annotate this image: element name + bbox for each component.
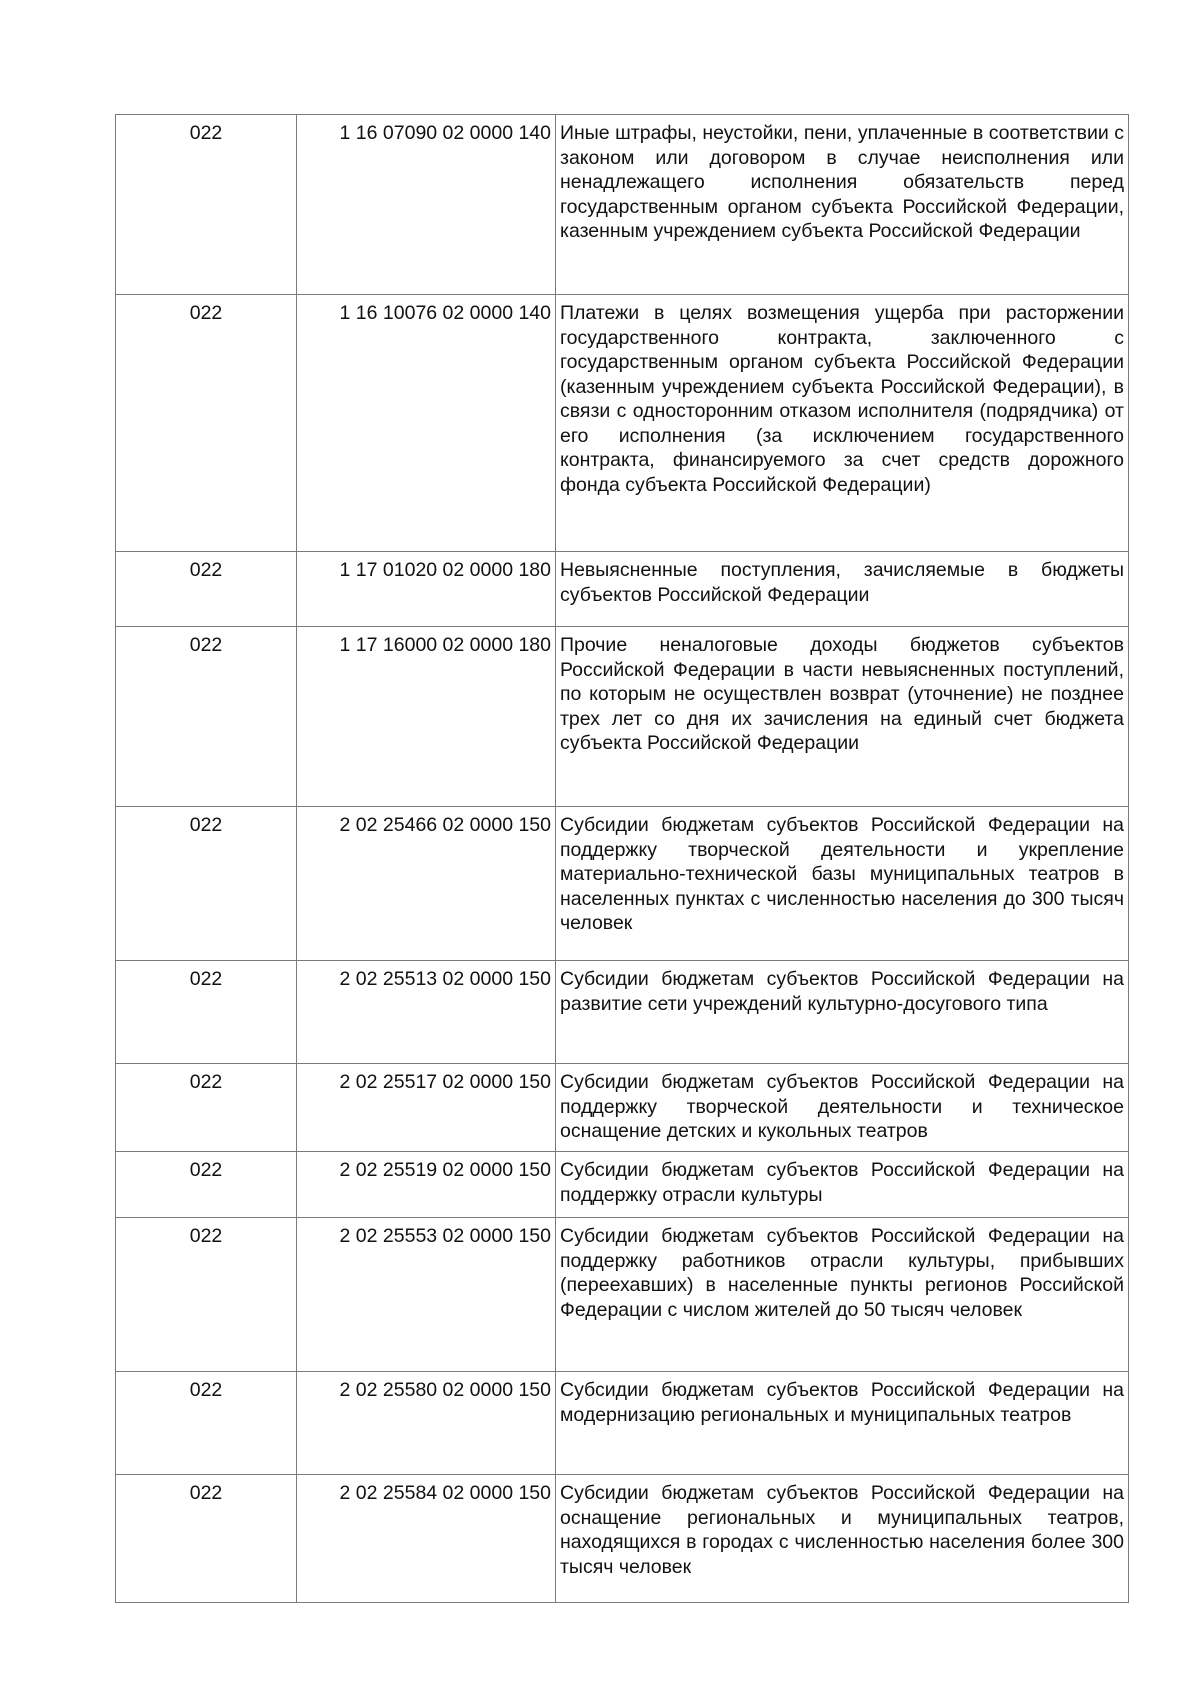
description-cell: Невыясненные поступления, зачисляемые в бюджеты субъектов Российской Федерации bbox=[556, 552, 1129, 627]
admin-code-cell: 022 bbox=[116, 1218, 297, 1372]
table-row bbox=[116, 115, 1129, 295]
admin-code-cell: 022 bbox=[116, 807, 297, 961]
admin-code-cell: 022 bbox=[116, 1475, 297, 1603]
admin-code-cell: 022 bbox=[116, 1064, 297, 1152]
admin-code-cell: 022 bbox=[116, 627, 297, 807]
kbk-code-cell: 2 02 25517 02 0000 150 bbox=[297, 1064, 556, 1152]
kbk-code-cell: 1 16 07090 02 0000 140 bbox=[297, 115, 556, 295]
admin-code-cell: 022 bbox=[116, 1152, 297, 1218]
table-row bbox=[116, 627, 1129, 807]
kbk-code-cell: 2 02 25580 02 0000 150 bbox=[297, 1372, 556, 1475]
kbk-code-cell: 1 16 10076 02 0000 140 bbox=[297, 295, 556, 552]
kbk-code-cell: 2 02 25466 02 0000 150 bbox=[297, 807, 556, 961]
admin-code-cell: 022 bbox=[116, 115, 297, 295]
kbk-code-cell: 2 02 25513 02 0000 150 bbox=[297, 961, 556, 1064]
admin-code-cell: 022 bbox=[116, 961, 297, 1064]
description-cell: Субсидии бюджетам субъектов Российской Федерации на поддержку работников отрасли культуры, прибывших (переехавших) в населенные пункты регионов Российской Федерации с числом жителей до 50 тысяч человек bbox=[556, 1218, 1129, 1372]
description-cell: Субсидии бюджетам субъектов Российской Федерации на поддержку творческой деятельности и техническое оснащение детских и кукольных театров bbox=[556, 1064, 1129, 1152]
description-cell: Субсидии бюджетам субъектов Российской Федерации на оснащение региональных и муниципальных театров, находящихся в городах с численностью населения более 300 тысяч человек bbox=[556, 1475, 1129, 1603]
admin-code-cell: 022 bbox=[116, 295, 297, 552]
table-row bbox=[116, 961, 1129, 1064]
description-cell: Иные штрафы, неустойки, пени, уплаченные в соответствии с законом или договором в случае неисполнения или ненадлежащего исполнения обязательств перед государственным органом субъекта Российской Федерации, казенным учреждением субъекта Российской Федерации bbox=[556, 115, 1129, 295]
table-row bbox=[116, 807, 1129, 961]
description-cell: Субсидии бюджетам субъектов Российской Федерации на поддержку творческой деятельности и укрепление материально-технической базы муниципальных театров в населенных пунктах с численностью населения до 300 тысяч человек bbox=[556, 807, 1129, 961]
admin-code-cell: 022 bbox=[116, 1372, 297, 1475]
table-row bbox=[116, 1152, 1129, 1218]
kbk-code-cell: 1 17 16000 02 0000 180 bbox=[297, 627, 556, 807]
table-row bbox=[116, 552, 1129, 627]
revenue-codes-table bbox=[115, 114, 1129, 1603]
table-row bbox=[116, 1372, 1129, 1475]
description-cell: Прочие неналоговые доходы бюджетов субъектов Российской Федерации в части невыясненных поступлений, по которым не осуществлен возврат (уточнение) не позднее трех лет со дня их зачисления на единый счет бюджета субъекта Российской Федерации bbox=[556, 627, 1129, 807]
kbk-code-cell: 2 02 25519 02 0000 150 bbox=[297, 1152, 556, 1218]
table-row bbox=[116, 1218, 1129, 1372]
table-body bbox=[116, 115, 1129, 1603]
description-cell: Субсидии бюджетам субъектов Российской Федерации на развитие сети учреждений культурно-досугового типа bbox=[556, 961, 1129, 1064]
description-cell: Субсидии бюджетам субъектов Российской Федерации на поддержку отрасли культуры bbox=[556, 1152, 1129, 1218]
table-row bbox=[116, 295, 1129, 552]
kbk-code-cell: 2 02 25584 02 0000 150 bbox=[297, 1475, 556, 1603]
admin-code-cell: 022 bbox=[116, 552, 297, 627]
table-row bbox=[116, 1064, 1129, 1152]
kbk-code-cell: 2 02 25553 02 0000 150 bbox=[297, 1218, 556, 1372]
kbk-code-cell: 1 17 01020 02 0000 180 bbox=[297, 552, 556, 627]
description-cell: Субсидии бюджетам субъектов Российской Федерации на модернизацию региональных и муниципальных театров bbox=[556, 1372, 1129, 1475]
table-row bbox=[116, 1475, 1129, 1603]
description-cell: Платежи в целях возмещения ущерба при расторжении государственного контракта, заключенного с государственным органом субъекта Российской Федерации (казенным учреждением субъекта Российской Федерации), в связи с односторонним отказом исполнителя (подрядчика) от его исполнения (за исключением государственного контракта, финансируемого за счет средств дорожного фонда субъекта Российской Федерации) bbox=[556, 295, 1129, 552]
